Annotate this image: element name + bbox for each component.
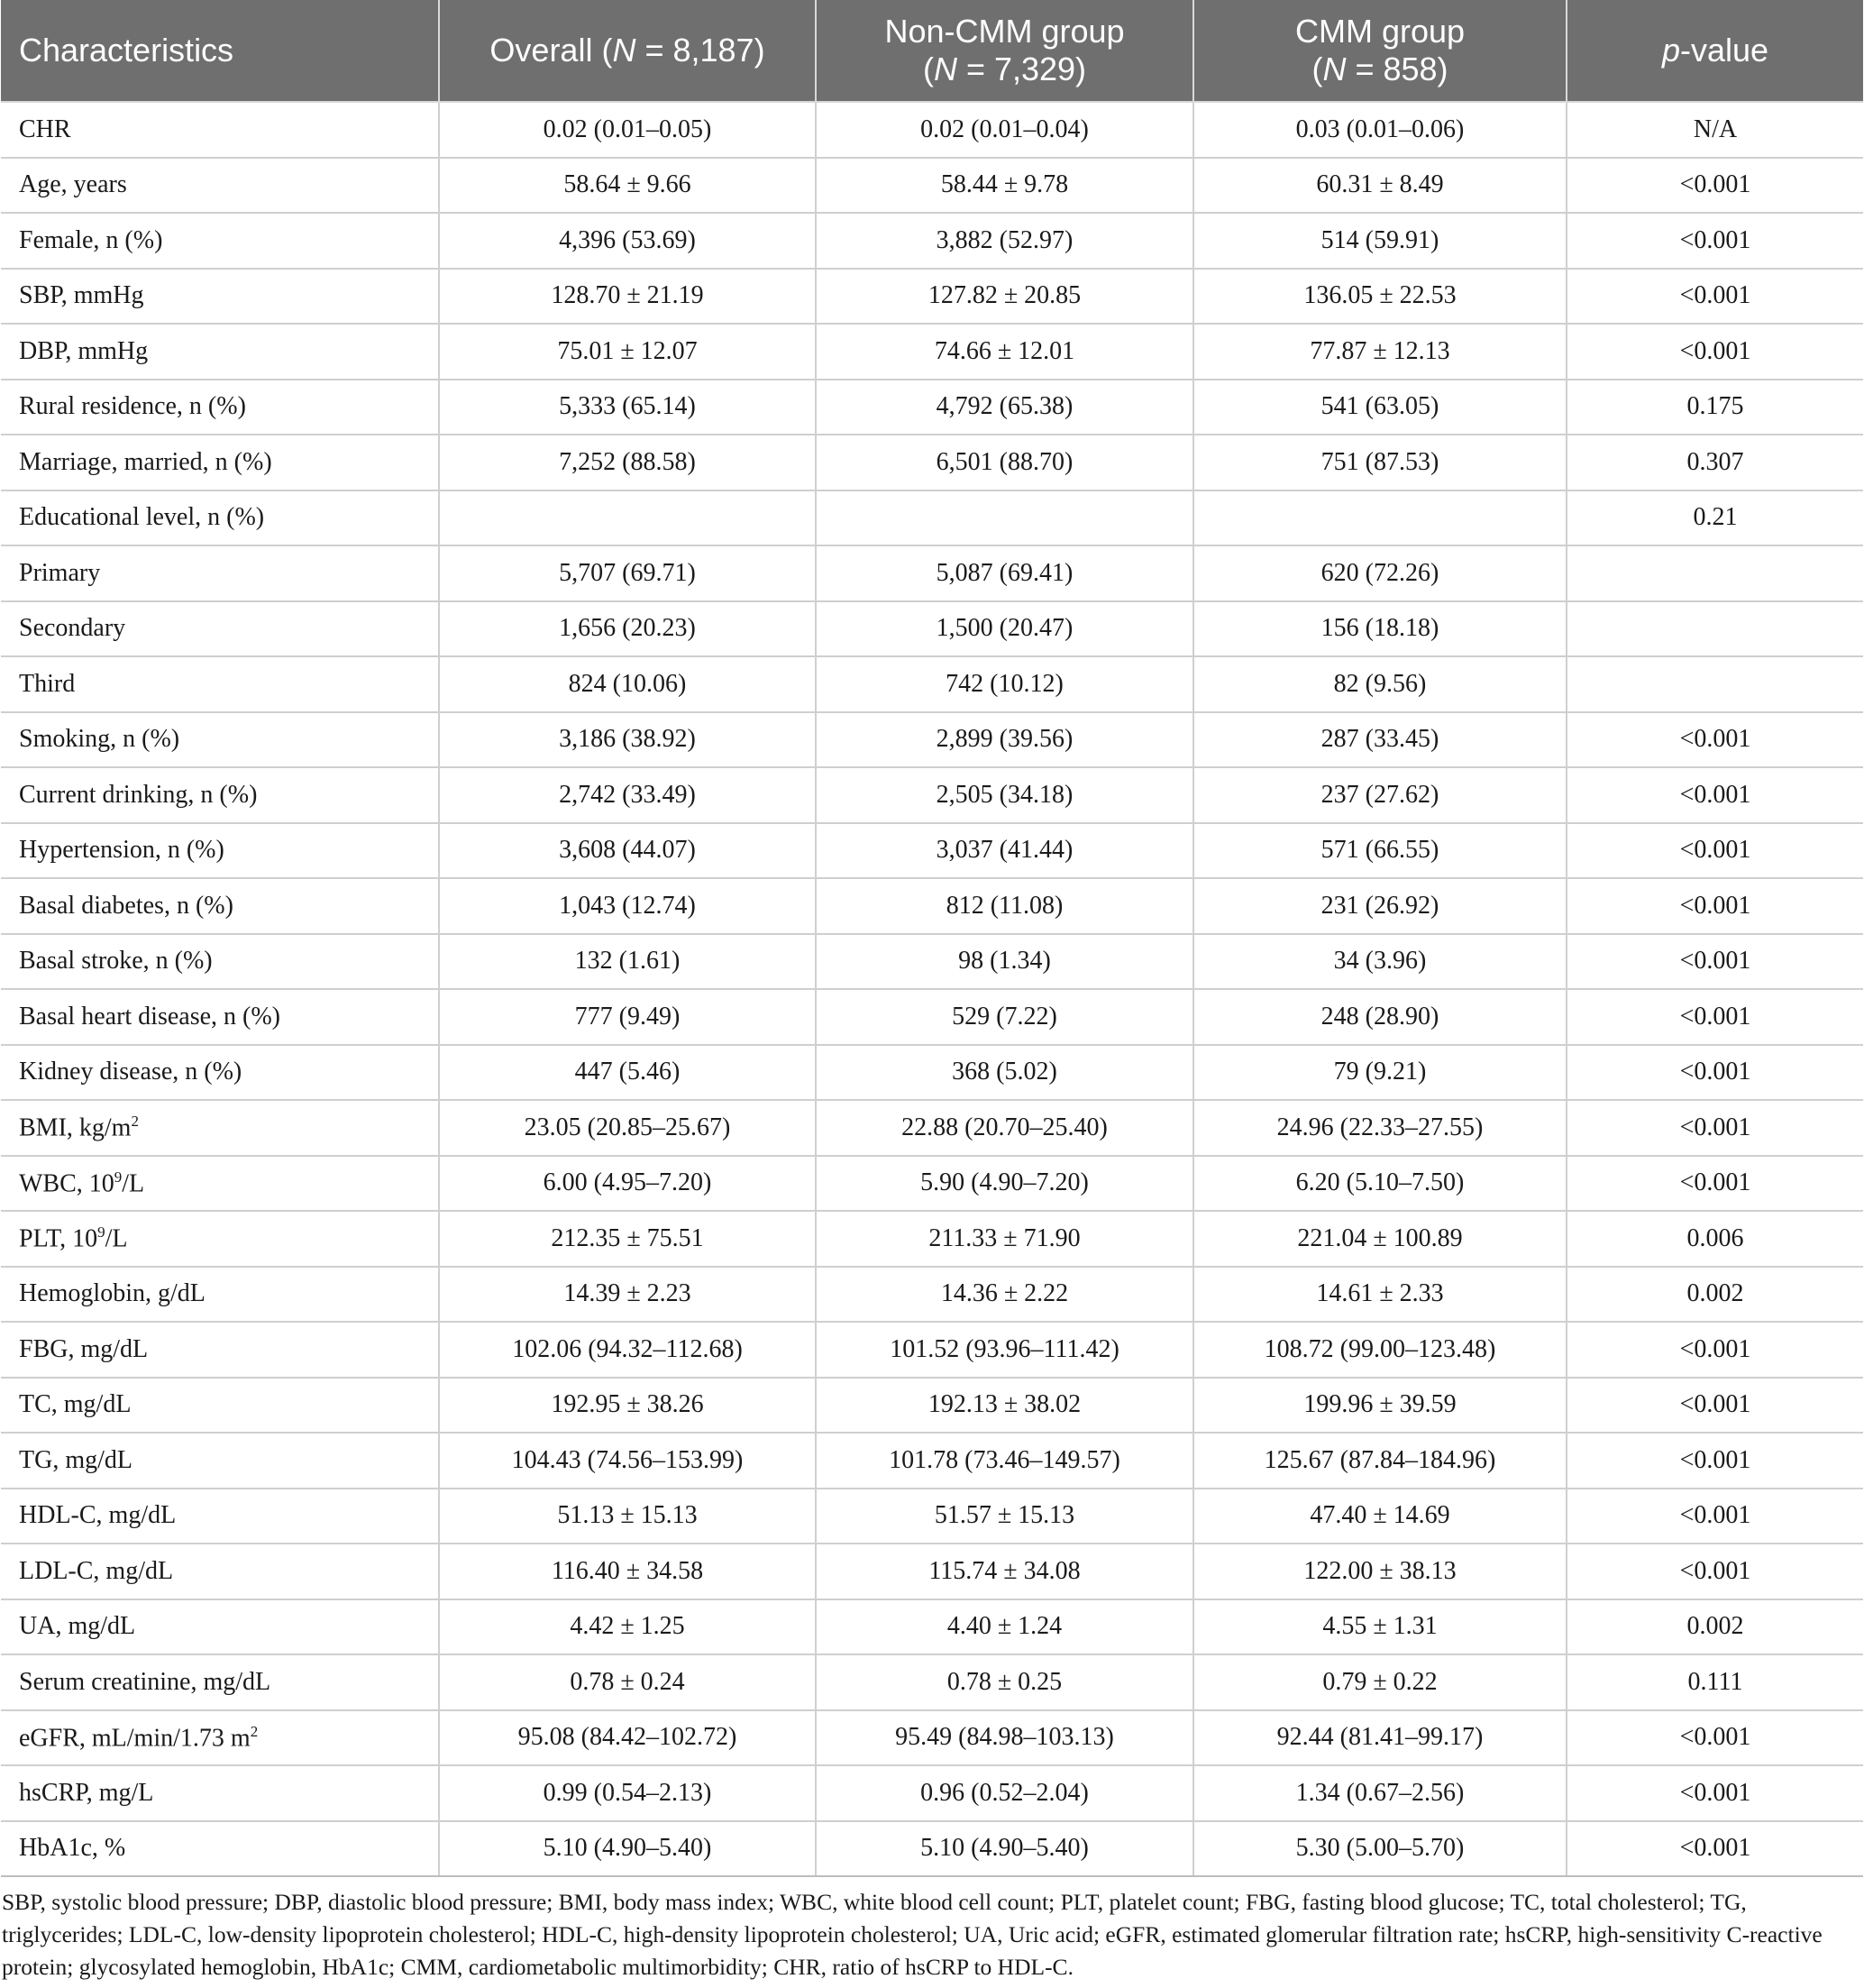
cell-cmm: 237 (27.62) bbox=[1193, 767, 1567, 823]
table-row bbox=[1, 712, 1863, 768]
table-header bbox=[1, 0, 1863, 102]
cell-cmm: 77.87 ± 12.13 bbox=[1193, 324, 1567, 380]
table-row bbox=[1, 158, 1863, 214]
cell-cmm: 1.34 (0.67–2.56) bbox=[1193, 1765, 1567, 1821]
cell-characteristic: Educational level, n (%) bbox=[1, 490, 439, 546]
cell-p-value bbox=[1567, 545, 1863, 601]
table-row bbox=[1, 1211, 1863, 1267]
header-characteristics: Characteristics bbox=[1, 0, 439, 102]
cell-p-value: <0.001 bbox=[1567, 934, 1863, 990]
cell-characteristic: TG, mg/dL bbox=[1, 1433, 439, 1489]
cell-p-value: <0.001 bbox=[1567, 1100, 1863, 1156]
cell-characteristic: Hemoglobin, g/dL bbox=[1, 1267, 439, 1323]
cell-p-value: <0.001 bbox=[1567, 1489, 1863, 1544]
cell-p-value: 0.002 bbox=[1567, 1599, 1863, 1655]
cell-overall: 212.35 ± 75.51 bbox=[439, 1211, 816, 1267]
cell-characteristic: Rural residence, n (%) bbox=[1, 380, 439, 435]
table-row bbox=[1, 823, 1863, 879]
cell-characteristic: CHR bbox=[1, 102, 439, 158]
cell-p-value: <0.001 bbox=[1567, 1544, 1863, 1599]
cell-cmm: 136.05 ± 22.53 bbox=[1193, 269, 1567, 325]
cell-overall: 14.39 ± 2.23 bbox=[439, 1267, 816, 1323]
cell-non-cmm: 74.66 ± 12.01 bbox=[816, 324, 1193, 380]
cell-characteristic: FBG, mg/dL bbox=[1, 1322, 439, 1378]
cell-cmm: 6.20 (5.10–7.50) bbox=[1193, 1156, 1567, 1212]
cell-overall: 1,656 (20.23) bbox=[439, 601, 816, 657]
table-row bbox=[1, 1156, 1863, 1212]
cell-p-value: <0.001 bbox=[1567, 324, 1863, 380]
table-body bbox=[1, 102, 1863, 1876]
cell-overall: 824 (10.06) bbox=[439, 656, 816, 712]
cell-overall: 5,333 (65.14) bbox=[439, 380, 816, 435]
cell-characteristic: PLT, $10^9/L$ bbox=[1, 1211, 439, 1267]
cell-cmm: 541 (63.05) bbox=[1193, 380, 1567, 435]
table-row bbox=[1, 1599, 1863, 1655]
cell-cmm: 34 (3.96) bbox=[1193, 934, 1567, 990]
cell-non-cmm: 368 (5.02) bbox=[816, 1045, 1193, 1101]
cell-non-cmm: 51.57 ± 15.13 bbox=[816, 1489, 1193, 1544]
cell-overall: 2,742 (33.49) bbox=[439, 767, 816, 823]
header-overall: Overall (N = 8,187) bbox=[439, 0, 816, 102]
cell-characteristic: Third bbox=[1, 656, 439, 712]
cell-cmm: 82 (9.56) bbox=[1193, 656, 1567, 712]
cell-non-cmm: 211.33 ± 71.90 bbox=[816, 1211, 1193, 1267]
cell-cmm: 0.03 (0.01–0.06) bbox=[1193, 102, 1567, 158]
cell-cmm: 47.40 ± 14.69 bbox=[1193, 1489, 1567, 1544]
cell-non-cmm: 6,501 (88.70) bbox=[816, 435, 1193, 490]
cell-overall: 6.00 (4.95–7.20) bbox=[439, 1156, 816, 1212]
cell-cmm: 5.30 (5.00–5.70) bbox=[1193, 1821, 1567, 1877]
cell-non-cmm: 2,899 (39.56) bbox=[816, 712, 1193, 768]
table-row bbox=[1, 1544, 1863, 1599]
cell-characteristic: Secondary bbox=[1, 601, 439, 657]
cell-overall: 192.95 ± 38.26 bbox=[439, 1378, 816, 1434]
cell-p-value: 0.21 bbox=[1567, 490, 1863, 546]
cell-overall: 116.40 ± 34.58 bbox=[439, 1544, 816, 1599]
cell-characteristic: Hypertension, n (%) bbox=[1, 823, 439, 879]
cell-p-value: <0.001 bbox=[1567, 158, 1863, 214]
cell-p-value: <0.001 bbox=[1567, 1322, 1863, 1378]
cell-cmm: 221.04 ± 100.89 bbox=[1193, 1211, 1567, 1267]
cell-overall: 102.06 (94.32–112.68) bbox=[439, 1322, 816, 1378]
cell-cmm: 156 (18.18) bbox=[1193, 601, 1567, 657]
header-row bbox=[1, 0, 1863, 102]
table-row bbox=[1, 1378, 1863, 1434]
cell-cmm: 92.44 (81.41–99.17) bbox=[1193, 1710, 1567, 1766]
table-row bbox=[1, 1489, 1863, 1544]
cell-non-cmm: 742 (10.12) bbox=[816, 656, 1193, 712]
cell-p-value: <0.001 bbox=[1567, 1821, 1863, 1877]
cell-non-cmm: 1,500 (20.47) bbox=[816, 601, 1193, 657]
header-p-value: p-value bbox=[1567, 0, 1863, 102]
cell-non-cmm: 127.82 ± 20.85 bbox=[816, 269, 1193, 325]
cell-characteristic: Female, n (%) bbox=[1, 213, 439, 269]
cell-characteristic: TC, mg/dL bbox=[1, 1378, 439, 1434]
cell-p-value: <0.001 bbox=[1567, 1765, 1863, 1821]
cell-p-value: <0.001 bbox=[1567, 1433, 1863, 1489]
cell-cmm bbox=[1193, 490, 1567, 546]
cell-overall bbox=[439, 490, 816, 546]
cell-cmm: 4.55 ± 1.31 bbox=[1193, 1599, 1567, 1655]
cell-overall: 75.01 ± 12.07 bbox=[439, 324, 816, 380]
table-row bbox=[1, 601, 1863, 657]
table-row bbox=[1, 545, 1863, 601]
cell-non-cmm: 98 (1.34) bbox=[816, 934, 1193, 990]
cell-non-cmm: 5,087 (69.41) bbox=[816, 545, 1193, 601]
cell-non-cmm: 58.44 ± 9.78 bbox=[816, 158, 1193, 214]
table-row bbox=[1, 1821, 1863, 1877]
cell-characteristic: WBC, $10^9/L$ bbox=[1, 1156, 439, 1212]
table-row bbox=[1, 435, 1863, 490]
table-row bbox=[1, 989, 1863, 1045]
cell-cmm: 122.00 ± 38.13 bbox=[1193, 1544, 1567, 1599]
cell-cmm: 79 (9.21) bbox=[1193, 1045, 1567, 1101]
cell-p-value: <0.001 bbox=[1567, 989, 1863, 1045]
cell-non-cmm: 5.90 (4.90–7.20) bbox=[816, 1156, 1193, 1212]
cell-cmm: 287 (33.45) bbox=[1193, 712, 1567, 768]
cell-overall: 5.10 (4.90–5.40) bbox=[439, 1821, 816, 1877]
table-row bbox=[1, 1322, 1863, 1378]
cell-p-value: <0.001 bbox=[1567, 1378, 1863, 1434]
cell-p-value: <0.001 bbox=[1567, 1710, 1863, 1766]
cell-non-cmm: 95.49 (84.98–103.13) bbox=[816, 1710, 1193, 1766]
characteristics-table bbox=[1, 0, 1863, 1877]
cell-non-cmm: 529 (7.22) bbox=[816, 989, 1193, 1045]
cell-non-cmm: 812 (11.08) bbox=[816, 878, 1193, 934]
cell-overall: 128.70 ± 21.19 bbox=[439, 269, 816, 325]
cell-characteristic: UA, mg/dL bbox=[1, 1599, 439, 1655]
cell-characteristic: hsCRP, mg/L bbox=[1, 1765, 439, 1821]
cell-p-value: <0.001 bbox=[1567, 878, 1863, 934]
cell-p-value bbox=[1567, 601, 1863, 657]
cell-cmm: 24.96 (22.33–27.55) bbox=[1193, 1100, 1567, 1156]
cell-non-cmm: 0.78 ± 0.25 bbox=[816, 1654, 1193, 1710]
cell-p-value: <0.001 bbox=[1567, 1156, 1863, 1212]
cell-non-cmm: 0.02 (0.01–0.04) bbox=[816, 102, 1193, 158]
cell-overall: 0.02 (0.01–0.05) bbox=[439, 102, 816, 158]
cell-overall: 777 (9.49) bbox=[439, 989, 816, 1045]
table-row bbox=[1, 1100, 1863, 1156]
cell-overall: 4,396 (53.69) bbox=[439, 213, 816, 269]
cell-characteristic: DBP, mmHg bbox=[1, 324, 439, 380]
cell-overall: 447 (5.46) bbox=[439, 1045, 816, 1101]
cell-overall: 58.64 ± 9.66 bbox=[439, 158, 816, 214]
cell-p-value: N/A bbox=[1567, 102, 1863, 158]
table-row bbox=[1, 324, 1863, 380]
cell-overall: 0.99 (0.54–2.13) bbox=[439, 1765, 816, 1821]
cell-overall: 104.43 (74.56–153.99) bbox=[439, 1433, 816, 1489]
cell-p-value: <0.001 bbox=[1567, 712, 1863, 768]
cell-characteristic: Basal heart disease, n (%) bbox=[1, 989, 439, 1045]
cell-overall: 3,608 (44.07) bbox=[439, 823, 816, 879]
cell-overall: 5,707 (69.71) bbox=[439, 545, 816, 601]
cell-cmm: 248 (28.90) bbox=[1193, 989, 1567, 1045]
cell-non-cmm: 22.88 (20.70–25.40) bbox=[816, 1100, 1193, 1156]
table-row bbox=[1, 380, 1863, 435]
table-row bbox=[1, 490, 1863, 546]
cell-characteristic: HbA1c, % bbox=[1, 1821, 439, 1877]
header-cmm-group: CMM group (N = 858) bbox=[1193, 0, 1567, 102]
cell-non-cmm: 3,037 (41.44) bbox=[816, 823, 1193, 879]
cell-overall: 95.08 (84.42–102.72) bbox=[439, 1710, 816, 1766]
table-row bbox=[1, 1654, 1863, 1710]
cell-non-cmm: 2,505 (34.18) bbox=[816, 767, 1193, 823]
cell-non-cmm: 4,792 (65.38) bbox=[816, 380, 1193, 435]
cell-overall: 3,186 (38.92) bbox=[439, 712, 816, 768]
table-row bbox=[1, 934, 1863, 990]
cell-characteristic: HDL-C, mg/dL bbox=[1, 1489, 439, 1544]
cell-overall: 23.05 (20.85–25.67) bbox=[439, 1100, 816, 1156]
cell-characteristic: LDL-C, mg/dL bbox=[1, 1544, 439, 1599]
cell-p-value: <0.001 bbox=[1567, 269, 1863, 325]
cell-non-cmm: 0.96 (0.52–2.04) bbox=[816, 1765, 1193, 1821]
cell-cmm: 108.72 (99.00–123.48) bbox=[1193, 1322, 1567, 1378]
cell-characteristic: Smoking, n (%) bbox=[1, 712, 439, 768]
table-footnote: SBP, systolic blood pressure; DBP, diastolic blood pressure; BMI, body mass index; WBC, white blood cell count; PLT, platelet count; FBG, fasting blood glucose; TC, total cholesterol; TG, triglycerides; LDL-C, low-density lipoprotein cholesterol; HDL-C, high-density lipoprotein cholesterol; UA, Uric acid; eGFR, estimated glomerular filtration rate; hsCRP, high-sensitivity C-reactive protein; glycosylated hemoglobin, HbA1c; CMM, cardiometabolic multimorbidity; CHR, ratio of hsCRP to HDL-C. bbox=[2, 1889, 1823, 1980]
cell-characteristic: Basal stroke, n (%) bbox=[1, 934, 439, 990]
cell-p-value: 0.006 bbox=[1567, 1211, 1863, 1267]
cell-overall: 7,252 (88.58) bbox=[439, 435, 816, 490]
cell-cmm: 0.79 ± 0.22 bbox=[1193, 1654, 1567, 1710]
cell-cmm: 620 (72.26) bbox=[1193, 545, 1567, 601]
cell-non-cmm: 101.78 (73.46–149.57) bbox=[816, 1433, 1193, 1489]
table-row bbox=[1, 1710, 1863, 1766]
cell-non-cmm: 115.74 ± 34.08 bbox=[816, 1544, 1193, 1599]
cell-overall: 0.78 ± 0.24 bbox=[439, 1654, 816, 1710]
cell-characteristic: Basal diabetes, n (%) bbox=[1, 878, 439, 934]
cell-characteristic: Serum creatinine, mg/dL bbox=[1, 1654, 439, 1710]
cell-cmm: 125.67 (87.84–184.96) bbox=[1193, 1433, 1567, 1489]
table-row bbox=[1, 656, 1863, 712]
cell-characteristic: Marriage, married, n (%) bbox=[1, 435, 439, 490]
cell-characteristic: SBP, mmHg bbox=[1, 269, 439, 325]
table-row bbox=[1, 1433, 1863, 1489]
cell-overall: 51.13 ± 15.13 bbox=[439, 1489, 816, 1544]
table-row bbox=[1, 102, 1863, 158]
cell-cmm: 571 (66.55) bbox=[1193, 823, 1567, 879]
cell-characteristic: Age, years bbox=[1, 158, 439, 214]
cell-non-cmm: 5.10 (4.90–5.40) bbox=[816, 1821, 1193, 1877]
cell-cmm: 514 (59.91) bbox=[1193, 213, 1567, 269]
cell-p-value: <0.001 bbox=[1567, 213, 1863, 269]
cell-characteristic: BMI, $kg/m^2$ bbox=[1, 1100, 439, 1156]
cell-p-value: 0.002 bbox=[1567, 1267, 1863, 1323]
cell-p-value: 0.111 bbox=[1567, 1654, 1863, 1710]
cell-p-value bbox=[1567, 656, 1863, 712]
cell-cmm: 14.61 ± 2.33 bbox=[1193, 1267, 1567, 1323]
cell-non-cmm bbox=[816, 490, 1193, 546]
cell-cmm: 751 (87.53) bbox=[1193, 435, 1567, 490]
table-row bbox=[1, 269, 1863, 325]
table-row bbox=[1, 878, 1863, 934]
cell-p-value: 0.307 bbox=[1567, 435, 1863, 490]
cell-cmm: 60.31 ± 8.49 bbox=[1193, 158, 1567, 214]
cell-non-cmm: 3,882 (52.97) bbox=[816, 213, 1193, 269]
cell-overall: 132 (1.61) bbox=[439, 934, 816, 990]
cell-characteristic: Primary bbox=[1, 545, 439, 601]
table-row bbox=[1, 767, 1863, 823]
cell-p-value: <0.001 bbox=[1567, 1045, 1863, 1101]
cell-non-cmm: 101.52 (93.96–111.42) bbox=[816, 1322, 1193, 1378]
cell-cmm: 199.96 ± 39.59 bbox=[1193, 1378, 1567, 1434]
cell-overall: 1,043 (12.74) bbox=[439, 878, 816, 934]
cell-non-cmm: 4.40 ± 1.24 bbox=[816, 1599, 1193, 1655]
cell-characteristic: Current drinking, n (%) bbox=[1, 767, 439, 823]
cell-overall: 4.42 ± 1.25 bbox=[439, 1599, 816, 1655]
cell-p-value: 0.175 bbox=[1567, 380, 1863, 435]
cell-characteristic: Kidney disease, n (%) bbox=[1, 1045, 439, 1101]
cell-characteristic: eGFR, mL/min/1.73 $m^2$ bbox=[1, 1710, 439, 1766]
cell-non-cmm: 14.36 ± 2.22 bbox=[816, 1267, 1193, 1323]
table-row bbox=[1, 1765, 1863, 1821]
header-non-cmm-group: Non-CMM group (N = 7,329) bbox=[816, 0, 1193, 102]
cell-cmm: 231 (26.92) bbox=[1193, 878, 1567, 934]
table-row bbox=[1, 213, 1863, 269]
cell-p-value: <0.001 bbox=[1567, 823, 1863, 879]
cell-non-cmm: 192.13 ± 38.02 bbox=[816, 1378, 1193, 1434]
table-row bbox=[1, 1267, 1863, 1323]
cell-p-value: <0.001 bbox=[1567, 767, 1863, 823]
table-row bbox=[1, 1045, 1863, 1101]
